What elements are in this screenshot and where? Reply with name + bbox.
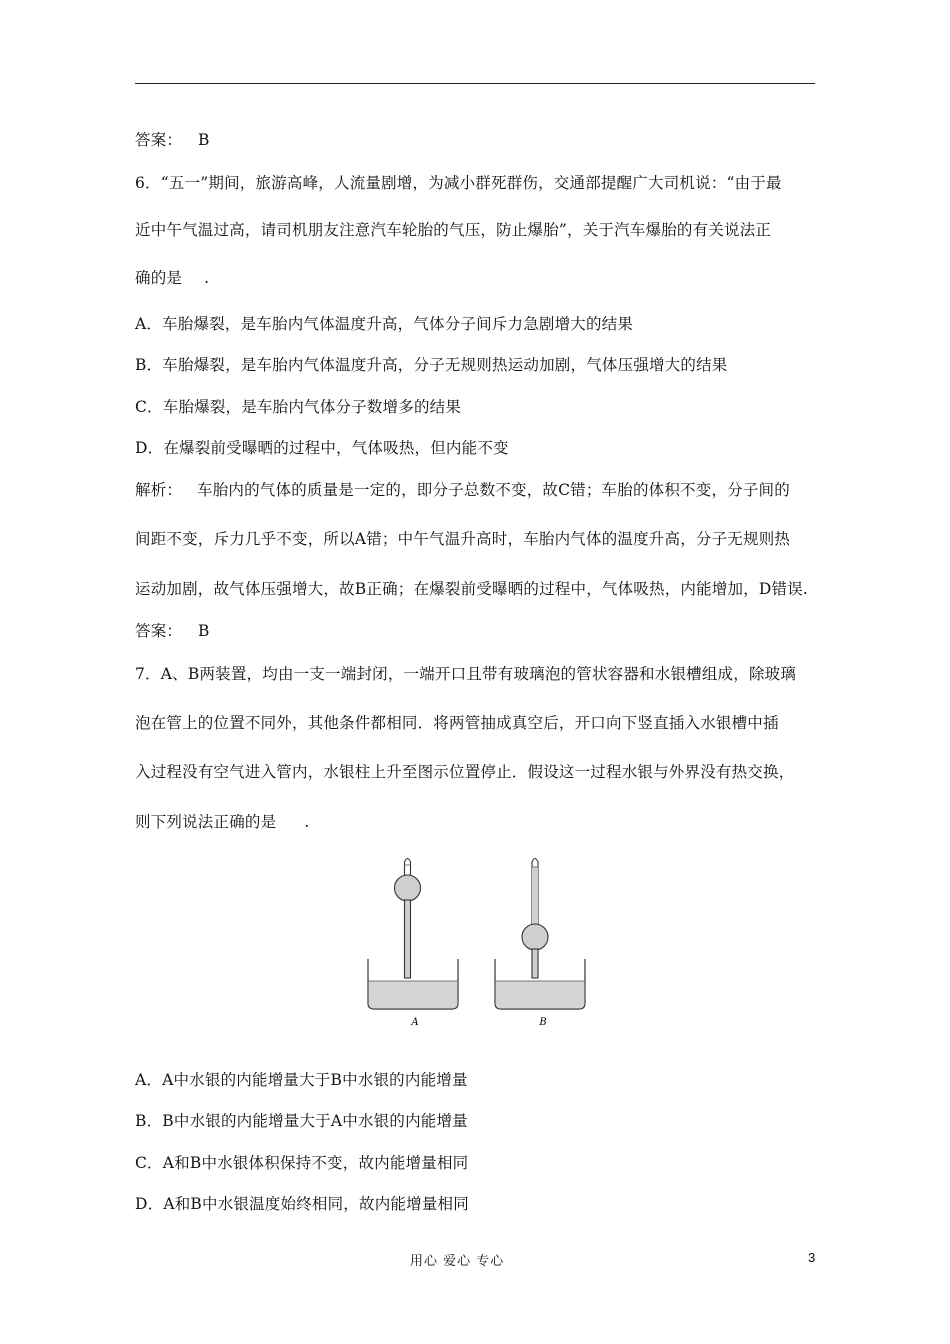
q7-option-c: C．A和B中水银体积保持不变，故内能增量相同 [135, 1154, 469, 1172]
page-number: 3 [808, 1250, 816, 1265]
q7-line-4 [135, 810, 309, 832]
q6-option-a: A．车胎爆裂，是车胎内气体温度升高，气体分子间斥力急剧增大的结果 [135, 315, 634, 333]
q7-option-d: D．A和B中水银温度始终相同，故内能增量相同 [135, 1195, 469, 1213]
apparatus-a [368, 859, 458, 1010]
q6-stem-end: 确的是 [135, 269, 183, 287]
q6-analysis-line-2: 间距不变，斥力几乎不变，所以A错；中午气温升高时，车胎内气体的温度升高，分子无规则热 [135, 530, 791, 548]
q6-blank-dot: . [204, 269, 210, 287]
q6-analysis-line-1 [135, 478, 790, 500]
q6-answer-line [135, 619, 210, 641]
footer-motto: 用心 爱心 专心 [410, 1254, 505, 1269]
answer-label: 答案： [135, 131, 183, 149]
analysis-label: 解析： [135, 481, 183, 499]
header-rule [135, 83, 815, 84]
q7-blank-dot: . [304, 813, 310, 831]
figure-label-b: B [539, 1017, 547, 1028]
figure-label-a: A [411, 1017, 419, 1028]
q7-option-a: A．A中水银的内能增量大于B中水银的内能增量 [135, 1071, 468, 1089]
apparatus-b [495, 859, 585, 1010]
analysis-text-1: 车胎内的气体的质量是一定的，即分子总数不变，故C错；车胎的体积不变，分子间的 [197, 481, 790, 499]
q6-option-d: D．在爆裂前受曝晒的过程中，气体吸热，但内能不变 [135, 439, 509, 457]
q7-line-1: 7．A、B两装置，均由一支一端封闭，一端开口且带有玻璃泡的管状容器和水银槽组成，除玻璃 [135, 665, 797, 683]
mercury-tube-figure [365, 853, 595, 1033]
q6-line-3 [135, 266, 209, 288]
answer-label: 答案： [135, 622, 183, 640]
q6-line-1: 6．“五一”期间，旅游高峰，人流量剧增，为减小群死群伤，交通部提醒广大司机说：“由于最 [135, 174, 782, 192]
answer-value: B [198, 622, 210, 640]
q6-line-2: 近中午气温过高，请司机朋友注意汽车轮胎的气压，防止爆胎”，关于汽车爆胎的有关说法正 [135, 221, 772, 239]
q7-stem-end: 则下列说法正确的是 [135, 813, 277, 831]
answer-line [135, 128, 210, 150]
answer-value: B [198, 131, 210, 149]
q6-option-c: C．车胎爆裂，是车胎内气体分子数增多的结果 [135, 398, 462, 416]
q6-analysis-line-3: 运动加剧，故气体压强增大，故B正确；在爆裂前受曝晒的过程中，气体吸热，内能增加，D错误. [135, 580, 809, 598]
q7-line-2: 泡在管上的位置不同外，其他条件都相同．将两管抽成真空后，开口向下竖直插入水银槽中插 [135, 714, 779, 732]
q7-option-b: B．B中水银的内能增量大于A中水银的内能增量 [135, 1112, 468, 1130]
q6-option-b: B．车胎爆裂，是车胎内气体温度升高，分子无规则热运动加剧，气体压强增大的结果 [135, 356, 728, 374]
q7-line-3: 入过程没有空气进入管内，水银柱上升至图示位置停止．假设这一过程水银与外界没有热交换， [135, 763, 795, 781]
apparatus-diagram [365, 853, 595, 1033]
